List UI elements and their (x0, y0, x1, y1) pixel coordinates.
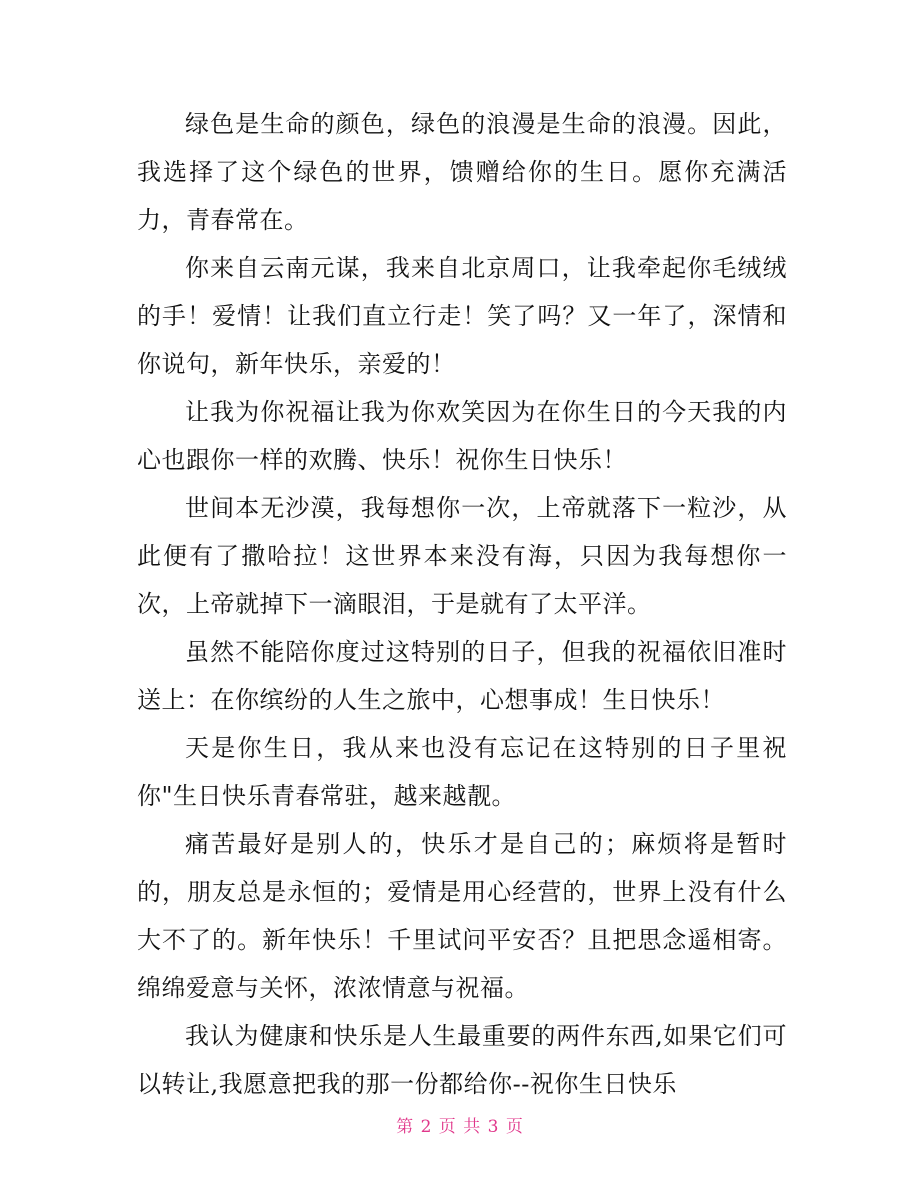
paragraph: 绿色是生命的颜色，绿色的浪漫是生命的浪漫。因此，我选择了这个绿色的世界，馈赠给你的生日。愿你充满活力，青春常在。 (137, 110, 787, 234)
page-number-footer: 第 2 页 共 3 页 (396, 1117, 524, 1137)
paragraph: 让我为你祝福让我为你欢笑因为在你生日的今天我的内心也跟你一样的欢腾、快乐！祝你生日快乐！ (137, 398, 787, 474)
paragraph: 痛苦最好是别人的，快乐才是自己的；麻烦将是暂时的，朋友总是永恒的；爱情是用心经营的，世界上没有什么大不了的。新年快乐！千里试问平安否？且把思念遥相寄。绵绵爱意与关怀，浓浓情意与祝福。 (137, 830, 787, 1002)
paragraph: 虽然不能陪你度过这特别的日子，但我的祝福依旧准时送上：在你缤纷的人生之旅中，心想事成！生日快乐！ (137, 638, 787, 714)
paragraph: 我认为健康和快乐是人生最重要的两件东西,如果它们可以转让,我愿意把我的那一份都给你--祝你生日快乐 (137, 1022, 787, 1098)
document-body (137, 100, 787, 1108)
paragraph: 你来自云南元谋，我来自北京周口，让我牵起你毛绒绒的手！爱情！让我们直立行走！笑了吗？又一年了，深情和你说句，新年快乐，亲爱的！ (137, 254, 787, 378)
paragraph: 世间本无沙漠，我每想你一次，上帝就落下一粒沙，从此便有了撒哈拉！这世界本来没有海，只因为我每想你一次，上帝就掉下一滴眼泪，于是就有了太平洋。 (137, 494, 787, 618)
paragraph: 天是你生日，我从来也没有忘记在这特别的日子里祝你"生日快乐青春常驻，越来越靓。 (137, 734, 787, 810)
